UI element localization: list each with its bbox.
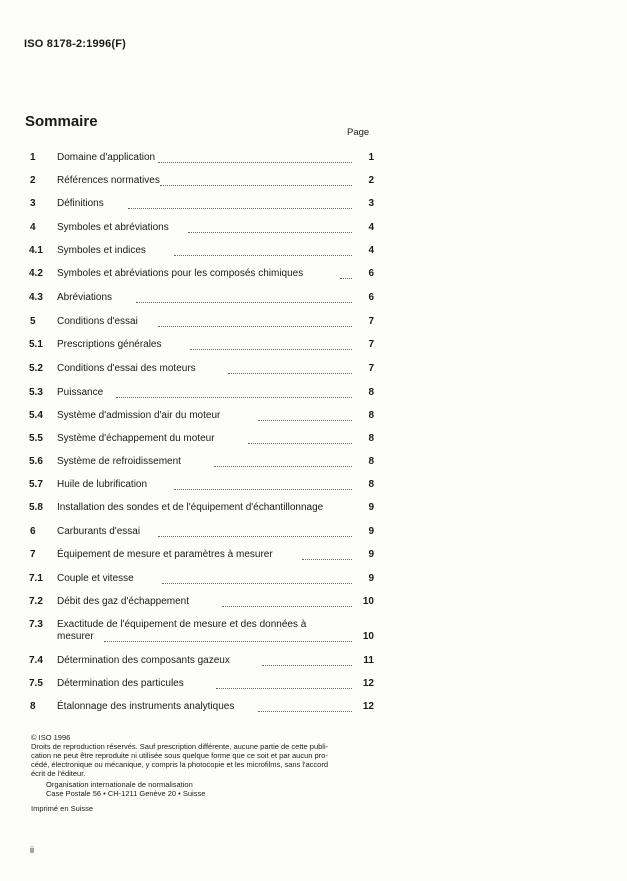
toc-title: Système de refroidissement — [57, 456, 181, 467]
leader-dots — [216, 686, 352, 689]
leader-dots — [262, 663, 352, 666]
leader-dots — [158, 534, 352, 537]
toc-number: 7.3 — [29, 619, 43, 630]
toc-page: 10 — [362, 596, 374, 607]
toc-page: 9 — [368, 573, 374, 584]
page-title: Sommaire — [25, 113, 98, 130]
leader-dots — [116, 395, 352, 398]
toc-title: Étalonnage des instruments analytiques — [57, 701, 235, 712]
copyright-line: cédé, électronique ou mécanique, y compris la photocopie et les microfilms, sans l'accord — [31, 760, 328, 769]
toc-page: 8 — [368, 387, 374, 398]
toc-number: 2 — [30, 175, 36, 186]
toc-number: 5.3 — [29, 387, 43, 398]
toc-page: 12 — [362, 678, 374, 689]
toc-page: 7 — [368, 316, 374, 327]
toc-title: Système d'échappement du moteur — [57, 433, 215, 444]
toc-number: 5.1 — [29, 339, 43, 350]
toc-number: 7.4 — [29, 655, 43, 666]
toc-number: 8 — [30, 701, 36, 712]
toc-number: 7.1 — [29, 573, 43, 584]
copyright-line: écrit de l'éditeur. — [31, 769, 86, 778]
leader-dots — [104, 639, 352, 642]
leader-dots — [190, 347, 352, 350]
toc-number: 5.6 — [29, 456, 43, 467]
page-number: ii — [30, 845, 34, 855]
toc-number: 5.2 — [29, 363, 43, 374]
toc-number: 3 — [30, 198, 36, 209]
toc-number: 4.3 — [29, 292, 43, 303]
leader-dots — [174, 253, 352, 256]
toc-page: 3 — [368, 198, 374, 209]
printed-in: Imprimé en Suisse — [31, 804, 94, 813]
leader-dots — [258, 709, 352, 712]
toc-title: Prescriptions générales — [57, 339, 162, 350]
toc-page: 1 — [368, 152, 374, 163]
leader-dots — [302, 557, 352, 560]
toc-number: 5 — [30, 316, 36, 327]
organisation-name: Organisation internationale de normalisation — [46, 780, 193, 789]
toc-page: 9 — [368, 526, 374, 537]
toc-title-line2: mesurer — [57, 631, 94, 642]
page-column-label: Page — [347, 127, 370, 138]
toc-number: 5.4 — [29, 410, 43, 421]
toc-title: Abréviations — [57, 292, 113, 303]
leader-dots — [214, 464, 352, 467]
leader-dots — [160, 183, 352, 186]
toc-title: Domaine d'application — [57, 152, 156, 163]
toc-page: 10 — [362, 631, 374, 642]
toc-title: Conditions d'essai — [57, 316, 138, 327]
leader-dots — [136, 300, 352, 303]
leader-dots — [162, 581, 352, 584]
copyright-line: © ISO 1996 — [31, 733, 71, 742]
toc-number: 7.2 — [29, 596, 43, 607]
leader-dots — [340, 276, 352, 279]
leader-dots — [258, 418, 352, 421]
toc-number: 7.5 — [29, 678, 43, 689]
toc-number: 6 — [30, 526, 36, 537]
copyright-line: cation ne peut être reproduite ni utilisée sous quelque forme que ce soit et par aucun pro- — [31, 751, 328, 760]
toc-title: Références normatives — [57, 175, 160, 186]
toc-page: 8 — [368, 456, 374, 467]
leader-dots — [158, 324, 352, 327]
toc-number: 5.5 — [29, 433, 43, 444]
toc-page: 6 — [368, 268, 374, 279]
toc-number: 4.2 — [29, 268, 43, 279]
toc-page: 8 — [368, 433, 374, 444]
toc-title: Définitions — [57, 198, 104, 209]
toc-page: 7 — [368, 363, 374, 374]
toc-page: 9 — [368, 549, 374, 560]
copyright-line: Droits de reproduction réservés. Sauf prescription différente, aucune partie de cette publi- — [31, 742, 329, 751]
toc-number: 4 — [30, 222, 36, 233]
toc-title: Puissance — [57, 387, 104, 398]
toc-page: 8 — [368, 410, 374, 421]
toc-title: Symboles et abréviations — [57, 222, 169, 233]
toc-page: 12 — [362, 701, 374, 712]
toc-title: Détermination des particules — [57, 678, 184, 689]
organisation-address — [46, 780, 205, 798]
toc-number: 5.7 — [29, 479, 43, 490]
copyright-notice — [31, 733, 371, 778]
toc-title: Symboles et abréviations pour les composés chimiques — [57, 268, 304, 279]
leader-dots — [248, 441, 352, 444]
toc-page: 11 — [363, 655, 374, 666]
toc-page: 6 — [368, 292, 374, 303]
toc-number: 7 — [30, 549, 36, 560]
document-header: ISO 8178-2:1996(F) — [24, 38, 127, 50]
leader-dots — [188, 230, 352, 233]
toc-page: 4 — [368, 245, 374, 256]
toc-title: Système d'admission d'air du moteur — [57, 410, 221, 421]
toc-page: 4 — [368, 222, 374, 233]
leader-dots — [128, 206, 352, 209]
toc-title: Couple et vitesse — [57, 573, 134, 584]
toc-title-line1: Exactitude de l'équipement de mesure et des données à — [57, 619, 307, 630]
toc-page: 7 — [368, 339, 374, 350]
toc-page: 2 — [368, 175, 374, 186]
leader-dots — [222, 604, 352, 607]
toc-title: Carburants d'essai — [57, 526, 141, 537]
leader-dots — [174, 487, 352, 490]
toc-title: Débit des gaz d'échappement — [57, 596, 189, 607]
toc-title: Équipement de mesure et paramètres à mesurer — [57, 549, 273, 560]
toc-page: 8 — [368, 479, 374, 490]
toc-title: Conditions d'essai des moteurs — [57, 363, 196, 374]
leader-dots — [158, 160, 352, 163]
leader-dots — [228, 371, 352, 374]
toc-title: Installation des sondes et de l'équipement d'échantillonnage — [57, 502, 324, 513]
organisation-postal: Case Postale 56 • CH-1211 Genève 20 • Suisse — [46, 789, 206, 798]
toc-number: 4.1 — [29, 245, 43, 256]
toc-title: Symboles et indices — [57, 245, 146, 256]
toc-number: 1 — [30, 152, 36, 163]
toc-page: 9 — [368, 502, 374, 513]
toc-title: Détermination des composants gazeux — [57, 655, 230, 666]
toc-title: Huile de lubrification — [57, 479, 148, 490]
toc-number: 5.8 — [29, 502, 43, 513]
